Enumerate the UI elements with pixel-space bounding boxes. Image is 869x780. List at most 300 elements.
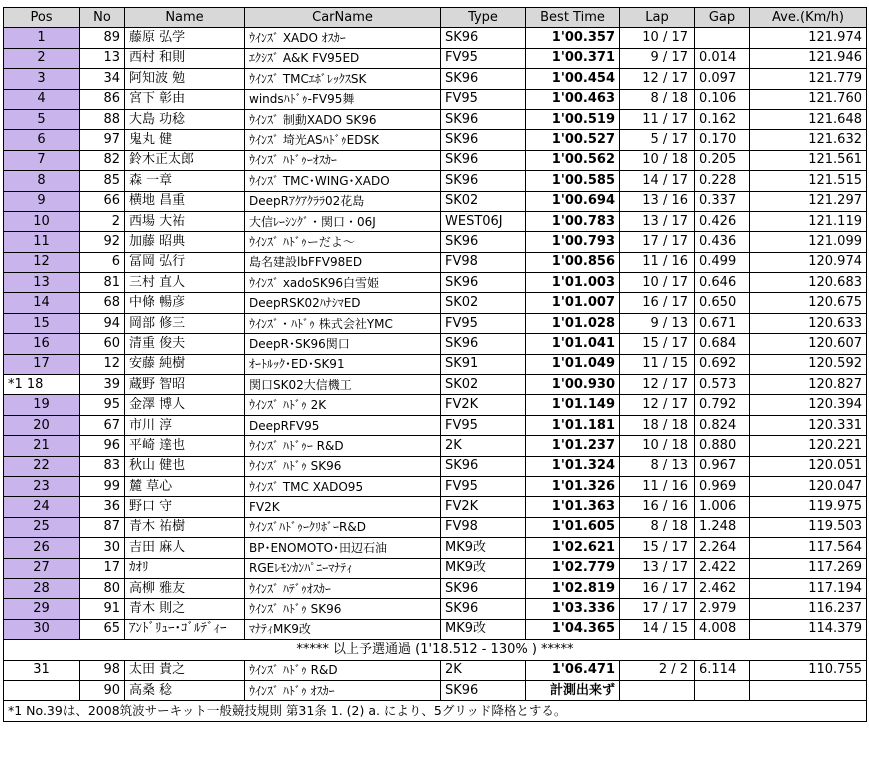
table-row bbox=[4, 109, 867, 129]
cell-ave: 120.592 bbox=[750, 354, 867, 374]
cell-type: SK96 bbox=[441, 273, 526, 293]
cell-best: 1'01.028 bbox=[526, 313, 620, 333]
cell-type: FV2K bbox=[441, 497, 526, 517]
cell-no: 66 bbox=[80, 191, 125, 211]
cell-name: 横地 昌重 bbox=[125, 191, 245, 211]
cell-lap: 10 / 17 bbox=[620, 273, 695, 293]
cell-car: ﾏﾅﾃｨMK9改 bbox=[245, 619, 441, 639]
cell-type: SK96 bbox=[441, 171, 526, 191]
cell-car: ｵｰﾄﾙｯｸ･ED･SK91 bbox=[245, 354, 441, 374]
qualifier-line: ***** 以上予選通過 (1'18.512 - 130% ) ***** bbox=[4, 640, 867, 660]
cell-type: SK96 bbox=[441, 109, 526, 129]
cell-car: DeepRｱｸｱｸﾗﾗ02花島 bbox=[245, 191, 441, 211]
cell-car: FV2K bbox=[245, 497, 441, 517]
cell-gap: 0.106 bbox=[695, 89, 750, 109]
cell-name: 平崎 達也 bbox=[125, 436, 245, 456]
cell-name: 青木 則之 bbox=[125, 599, 245, 619]
cell-no: 39 bbox=[80, 375, 125, 395]
cell-lap: 11 / 15 bbox=[620, 354, 695, 374]
cell-gap: 0.792 bbox=[695, 395, 750, 415]
cell-gap: 0.097 bbox=[695, 69, 750, 89]
cell-gap: 2.462 bbox=[695, 578, 750, 598]
cell-best: 1'00.527 bbox=[526, 130, 620, 150]
cell-name: 吉田 麻人 bbox=[125, 538, 245, 558]
cell-ave: 120.331 bbox=[750, 415, 867, 435]
cell-pos: 24 bbox=[4, 497, 80, 517]
cell-type: SK02 bbox=[441, 191, 526, 211]
table-row bbox=[4, 354, 867, 374]
cell-type: SK02 bbox=[441, 293, 526, 313]
cell-no: 12 bbox=[80, 354, 125, 374]
cell-best: 1'03.336 bbox=[526, 599, 620, 619]
cell-car: ｳｲﾝｽﾞ TMCｴﾎﾞﾚｯｸｽSK bbox=[245, 69, 441, 89]
cell-lap: 2 / 2 bbox=[620, 660, 695, 680]
cell-best: 1'00.562 bbox=[526, 150, 620, 170]
cell-lap: 9 / 17 bbox=[620, 48, 695, 68]
cell-pos: 6 bbox=[4, 130, 80, 150]
table-row bbox=[4, 619, 867, 639]
cell-no: 82 bbox=[80, 150, 125, 170]
cell-lap: 16 / 17 bbox=[620, 293, 695, 313]
cell-pos bbox=[4, 680, 80, 700]
cell-type: MK9改 bbox=[441, 558, 526, 578]
cell-pos: 20 bbox=[4, 415, 80, 435]
results-sheet bbox=[3, 7, 866, 722]
footnote-row bbox=[4, 701, 867, 721]
cell-best: 1'00.585 bbox=[526, 171, 620, 191]
cell-ave: 117.269 bbox=[750, 558, 867, 578]
cell-car: 島名建設lbFFV98ED bbox=[245, 252, 441, 272]
cell-name: 阿知波 勉 bbox=[125, 69, 245, 89]
cell-gap: 0.824 bbox=[695, 415, 750, 435]
cell-no: 60 bbox=[80, 334, 125, 354]
cell-car: 関口SK02大信機工 bbox=[245, 375, 441, 395]
cell-pos: 25 bbox=[4, 517, 80, 537]
cell-type: SK96 bbox=[441, 456, 526, 476]
cell-car: ｳｲﾝｽﾞﾊﾄﾞｩｰｸﾘﾎﾞｰR&D bbox=[245, 517, 441, 537]
cell-ave: 120.394 bbox=[750, 395, 867, 415]
cell-best: 1'02.621 bbox=[526, 538, 620, 558]
cell-no: 30 bbox=[80, 538, 125, 558]
cell-ave: 121.119 bbox=[750, 211, 867, 231]
cell-ave bbox=[750, 680, 867, 700]
cell-lap: 13 / 17 bbox=[620, 558, 695, 578]
cell-ave: 117.564 bbox=[750, 538, 867, 558]
cell-name: 加藤 昭典 bbox=[125, 232, 245, 252]
cell-ave: 121.946 bbox=[750, 48, 867, 68]
cell-best: 1'00.793 bbox=[526, 232, 620, 252]
cell-lap: 10 / 18 bbox=[620, 436, 695, 456]
cell-gap: 0.967 bbox=[695, 456, 750, 476]
cell-ave: 120.047 bbox=[750, 476, 867, 496]
cell-car: ｳｲﾝｽﾞ ﾊﾄﾞｩｰｵｽｶｰ bbox=[245, 150, 441, 170]
cell-car: ｳｲﾝｽﾞ ﾊﾄﾞｩーだよ～ bbox=[245, 232, 441, 252]
cell-gap: 1.248 bbox=[695, 517, 750, 537]
table-row bbox=[4, 578, 867, 598]
table-row bbox=[4, 538, 867, 558]
cell-lap: 8 / 18 bbox=[620, 517, 695, 537]
cell-type: FV98 bbox=[441, 252, 526, 272]
cell-best: 1'01.181 bbox=[526, 415, 620, 435]
cell-type: FV2K bbox=[441, 395, 526, 415]
cell-ave: 119.975 bbox=[750, 497, 867, 517]
cell-type: WEST06J bbox=[441, 211, 526, 231]
table-row bbox=[4, 89, 867, 109]
cell-lap: 11 / 16 bbox=[620, 252, 695, 272]
cell-name: 青木 祐樹 bbox=[125, 517, 245, 537]
cell-no: 17 bbox=[80, 558, 125, 578]
cell-car: ｳｲﾝｽﾞ xadoSK96白雪姫 bbox=[245, 273, 441, 293]
header-average-speed: Ave.(Km/h) bbox=[750, 8, 867, 28]
cell-gap: 0.671 bbox=[695, 313, 750, 333]
table-row bbox=[4, 273, 867, 293]
cell-type: SK96 bbox=[441, 680, 526, 700]
cell-name: 宮下 彰由 bbox=[125, 89, 245, 109]
table-row bbox=[4, 252, 867, 272]
cell-type: FV95 bbox=[441, 48, 526, 68]
cell-type: MK9改 bbox=[441, 538, 526, 558]
cell-type: SK96 bbox=[441, 69, 526, 89]
cell-car: 大信ﾚｰｼﾝｸﾞ・関口・06J bbox=[245, 211, 441, 231]
cell-ave: 120.827 bbox=[750, 375, 867, 395]
cell-best: 1'00.519 bbox=[526, 109, 620, 129]
cell-lap: 17 / 17 bbox=[620, 232, 695, 252]
cell-car: RGEﾚﾓﾝｶﾝﾊﾟﾆｰﾏﾅﾃｨ bbox=[245, 558, 441, 578]
cell-gap bbox=[695, 680, 750, 700]
cell-car: ｳｲﾝｽﾞ ﾊﾄﾞｩ SK96 bbox=[245, 456, 441, 476]
cell-lap: 8 / 18 bbox=[620, 89, 695, 109]
cell-type: SK91 bbox=[441, 354, 526, 374]
cell-pos: 10 bbox=[4, 211, 80, 231]
cell-type: SK96 bbox=[441, 578, 526, 598]
cell-best: 1'06.471 bbox=[526, 660, 620, 680]
cell-gap: 0.573 bbox=[695, 375, 750, 395]
cell-lap: 17 / 17 bbox=[620, 599, 695, 619]
cell-best: 計測出来ず bbox=[526, 680, 620, 700]
cell-best: 1'01.149 bbox=[526, 395, 620, 415]
cell-no: 96 bbox=[80, 436, 125, 456]
table-row bbox=[4, 375, 867, 395]
cell-type: SK02 bbox=[441, 375, 526, 395]
cell-lap: 16 / 17 bbox=[620, 578, 695, 598]
cell-pos: 21 bbox=[4, 436, 80, 456]
cell-best: 1'00.371 bbox=[526, 48, 620, 68]
cell-ave: 120.221 bbox=[750, 436, 867, 456]
cell-pos: 19 bbox=[4, 395, 80, 415]
cell-gap: 0.684 bbox=[695, 334, 750, 354]
cell-gap: 0.426 bbox=[695, 211, 750, 231]
cell-car: ｳｲﾝｽﾞ ﾊﾄﾞｩ SK96 bbox=[245, 599, 441, 619]
cell-pos: 2 bbox=[4, 48, 80, 68]
cell-no: 65 bbox=[80, 619, 125, 639]
cell-lap: 18 / 18 bbox=[620, 415, 695, 435]
cell-name: 市川 淳 bbox=[125, 415, 245, 435]
cell-gap: 0.650 bbox=[695, 293, 750, 313]
cell-lap: 12 / 17 bbox=[620, 69, 695, 89]
cell-car: ｳｲﾝｽﾞ ﾊﾄﾞｩ R&D bbox=[245, 660, 441, 680]
cell-ave: 120.607 bbox=[750, 334, 867, 354]
table-row bbox=[4, 171, 867, 191]
cell-pos: *1 18 bbox=[4, 375, 80, 395]
cell-name: 中條 暢彦 bbox=[125, 293, 245, 313]
cell-pos: 28 bbox=[4, 578, 80, 598]
cell-best: 1'01.326 bbox=[526, 476, 620, 496]
cell-pos: 23 bbox=[4, 476, 80, 496]
cell-lap: 11 / 17 bbox=[620, 109, 695, 129]
cell-gap: 2.422 bbox=[695, 558, 750, 578]
cell-lap: 15 / 17 bbox=[620, 538, 695, 558]
cell-car: ｳｲﾝｽﾞ・ﾊﾄﾞｩ 株式会社YMC bbox=[245, 313, 441, 333]
table-row bbox=[4, 150, 867, 170]
qualifier-row bbox=[4, 640, 867, 660]
cell-ave: 121.099 bbox=[750, 232, 867, 252]
cell-no: 83 bbox=[80, 456, 125, 476]
cell-name: 森 一章 bbox=[125, 171, 245, 191]
cell-car: DeepRFV95 bbox=[245, 415, 441, 435]
cell-best: 1'01.605 bbox=[526, 517, 620, 537]
cell-name: 高桑 稔 bbox=[125, 680, 245, 700]
cell-no: 81 bbox=[80, 273, 125, 293]
cell-no: 87 bbox=[80, 517, 125, 537]
cell-pos: 16 bbox=[4, 334, 80, 354]
cell-best: 1'01.003 bbox=[526, 273, 620, 293]
cell-lap: 12 / 17 bbox=[620, 395, 695, 415]
cell-car: ｳｲﾝｽﾞ TMC･WING･XADO bbox=[245, 171, 441, 191]
cell-pos: 9 bbox=[4, 191, 80, 211]
cell-best: 1'00.454 bbox=[526, 69, 620, 89]
table-row bbox=[4, 456, 867, 476]
cell-car: ｳｲﾝｽﾞ XADO ｵｽｶｰ bbox=[245, 28, 441, 48]
cell-type: 2K bbox=[441, 436, 526, 456]
cell-no: 13 bbox=[80, 48, 125, 68]
cell-gap: 0.499 bbox=[695, 252, 750, 272]
cell-no: 95 bbox=[80, 395, 125, 415]
cell-gap: 1.006 bbox=[695, 497, 750, 517]
cell-type: FV95 bbox=[441, 89, 526, 109]
cell-gap: 4.008 bbox=[695, 619, 750, 639]
cell-ave: 119.503 bbox=[750, 517, 867, 537]
cell-ave: 120.683 bbox=[750, 273, 867, 293]
cell-no: 97 bbox=[80, 130, 125, 150]
cell-ave: 121.632 bbox=[750, 130, 867, 150]
table-row bbox=[4, 436, 867, 456]
table-row bbox=[4, 476, 867, 496]
table-row bbox=[4, 28, 867, 48]
cell-gap: 0.337 bbox=[695, 191, 750, 211]
cell-car: ｴｸｼｽﾞ A&K FV95ED bbox=[245, 48, 441, 68]
table-row bbox=[4, 497, 867, 517]
cell-best: 1'00.463 bbox=[526, 89, 620, 109]
cell-car: ｳｲﾝｽﾞ ﾊﾄﾞｩ 2K bbox=[245, 395, 441, 415]
cell-car: ｳｲﾝｽﾞ TMC XADO95 bbox=[245, 476, 441, 496]
cell-lap: 10 / 18 bbox=[620, 150, 695, 170]
cell-best: 1'01.237 bbox=[526, 436, 620, 456]
cell-ave: 121.561 bbox=[750, 150, 867, 170]
cell-gap: 0.162 bbox=[695, 109, 750, 129]
table-row bbox=[4, 395, 867, 415]
cell-no: 92 bbox=[80, 232, 125, 252]
cell-best: 1'00.357 bbox=[526, 28, 620, 48]
cell-car: ｳｲﾝｽﾞ 制動XADO SK96 bbox=[245, 109, 441, 129]
cell-pos: 15 bbox=[4, 313, 80, 333]
cell-car: windsﾊﾄﾞｩ-FV95舞 bbox=[245, 89, 441, 109]
cell-type: 2K bbox=[441, 660, 526, 680]
cell-ave: 120.675 bbox=[750, 293, 867, 313]
cell-car: ｳｲﾝｽﾞ 埼光ASﾊﾄﾞｩEDSK bbox=[245, 130, 441, 150]
table-row bbox=[4, 69, 867, 89]
cell-gap: 0.170 bbox=[695, 130, 750, 150]
cell-no: 34 bbox=[80, 69, 125, 89]
table-row bbox=[4, 232, 867, 252]
cell-lap: 10 / 17 bbox=[620, 28, 695, 48]
table-row bbox=[4, 599, 867, 619]
cell-pos: 17 bbox=[4, 354, 80, 374]
cell-gap: 0.692 bbox=[695, 354, 750, 374]
cell-pos: 3 bbox=[4, 69, 80, 89]
cell-best: 1'01.363 bbox=[526, 497, 620, 517]
results-body bbox=[4, 28, 867, 640]
cell-pos: 30 bbox=[4, 619, 80, 639]
cell-ave: 121.974 bbox=[750, 28, 867, 48]
cell-pos: 4 bbox=[4, 89, 80, 109]
cell-type: SK96 bbox=[441, 130, 526, 150]
cell-no: 91 bbox=[80, 599, 125, 619]
table-row bbox=[4, 517, 867, 537]
cell-lap: 16 / 16 bbox=[620, 497, 695, 517]
cell-no: 94 bbox=[80, 313, 125, 333]
cell-pos: 31 bbox=[4, 660, 80, 680]
cell-pos: 13 bbox=[4, 273, 80, 293]
cell-gap: 0.014 bbox=[695, 48, 750, 68]
table-row bbox=[4, 211, 867, 231]
cell-best: 1'02.819 bbox=[526, 578, 620, 598]
cell-ave: 121.779 bbox=[750, 69, 867, 89]
cell-no: 68 bbox=[80, 293, 125, 313]
cell-car: DeepR･SK96関口 bbox=[245, 334, 441, 354]
cell-pos: 26 bbox=[4, 538, 80, 558]
cell-name: 金澤 博人 bbox=[125, 395, 245, 415]
cell-lap: 13 / 16 bbox=[620, 191, 695, 211]
cell-no: 80 bbox=[80, 578, 125, 598]
cell-name: 西場 大祐 bbox=[125, 211, 245, 231]
cell-lap: 15 / 17 bbox=[620, 334, 695, 354]
header-row bbox=[4, 8, 867, 28]
cell-name: ｱﾝﾄﾞﾘｭｰ･ｺﾞﾙﾃﾞｨｰ bbox=[125, 619, 245, 639]
cell-name: 鬼丸 健 bbox=[125, 130, 245, 150]
cell-lap: 11 / 16 bbox=[620, 476, 695, 496]
cell-type: SK96 bbox=[441, 334, 526, 354]
cell-type: SK96 bbox=[441, 599, 526, 619]
cell-no: 2 bbox=[80, 211, 125, 231]
cell-gap bbox=[695, 28, 750, 48]
footnote: *1 No.39は、2008筑波サーキット一般競技規則 第31条 1. (2) a. により、5グリッド降格とする。 bbox=[4, 701, 867, 721]
cell-best: 1'00.783 bbox=[526, 211, 620, 231]
table-row bbox=[4, 130, 867, 150]
header-carname: CarName bbox=[245, 8, 441, 28]
cell-no: 36 bbox=[80, 497, 125, 517]
cell-best: 1'00.930 bbox=[526, 375, 620, 395]
table-row bbox=[4, 313, 867, 333]
cell-type: FV95 bbox=[441, 476, 526, 496]
cell-no: 67 bbox=[80, 415, 125, 435]
header-name: Name bbox=[125, 8, 245, 28]
header-pos: Pos bbox=[4, 8, 80, 28]
cell-ave: 116.237 bbox=[750, 599, 867, 619]
cell-type: SK96 bbox=[441, 28, 526, 48]
cell-name: 蔵野 智昭 bbox=[125, 375, 245, 395]
cell-pos: 22 bbox=[4, 456, 80, 476]
cell-lap: 5 / 17 bbox=[620, 130, 695, 150]
cell-ave: 120.633 bbox=[750, 313, 867, 333]
cell-pos: 12 bbox=[4, 252, 80, 272]
cell-name: 西村 和則 bbox=[125, 48, 245, 68]
cell-pos: 1 bbox=[4, 28, 80, 48]
cell-no: 99 bbox=[80, 476, 125, 496]
results-table bbox=[3, 7, 867, 722]
cell-ave: 121.515 bbox=[750, 171, 867, 191]
cell-pos: 29 bbox=[4, 599, 80, 619]
cell-name: 岡部 修三 bbox=[125, 313, 245, 333]
cell-gap: 2.979 bbox=[695, 599, 750, 619]
qualifier-section bbox=[4, 640, 867, 660]
cell-ave: 110.755 bbox=[750, 660, 867, 680]
cell-lap: 14 / 17 bbox=[620, 171, 695, 191]
cell-best: 1'01.041 bbox=[526, 334, 620, 354]
header-type: Type bbox=[441, 8, 526, 28]
cell-car: BP･ENOMOTO･田辺石油 bbox=[245, 538, 441, 558]
cell-best: 1'01.007 bbox=[526, 293, 620, 313]
cell-no: 86 bbox=[80, 89, 125, 109]
cell-pos: 7 bbox=[4, 150, 80, 170]
cell-type: FV95 bbox=[441, 313, 526, 333]
table-row bbox=[4, 191, 867, 211]
cell-type: FV98 bbox=[441, 517, 526, 537]
cell-name: 太田 貴之 bbox=[125, 660, 245, 680]
cell-gap: 2.264 bbox=[695, 538, 750, 558]
cell-type: SK96 bbox=[441, 150, 526, 170]
cell-name: 秋山 健也 bbox=[125, 456, 245, 476]
table-row bbox=[4, 415, 867, 435]
cell-gap: 0.969 bbox=[695, 476, 750, 496]
cell-pos: 14 bbox=[4, 293, 80, 313]
cell-name: ｶｵﾘ bbox=[125, 558, 245, 578]
footnote-section bbox=[4, 701, 867, 721]
cell-no: 98 bbox=[80, 660, 125, 680]
cell-gap: 0.228 bbox=[695, 171, 750, 191]
table-row bbox=[4, 558, 867, 578]
cell-lap: 8 / 13 bbox=[620, 456, 695, 476]
cell-best: 1'01.324 bbox=[526, 456, 620, 476]
cell-car: ｳｲﾝｽﾞ ﾊﾄﾞｩｰ R&D bbox=[245, 436, 441, 456]
cell-ave: 121.648 bbox=[750, 109, 867, 129]
cell-best: 1'04.365 bbox=[526, 619, 620, 639]
header-no: No bbox=[80, 8, 125, 28]
cell-lap: 13 / 17 bbox=[620, 211, 695, 231]
cell-gap: 0.205 bbox=[695, 150, 750, 170]
cell-gap: 0.436 bbox=[695, 232, 750, 252]
cell-ave: 114.379 bbox=[750, 619, 867, 639]
cell-best: 1'01.049 bbox=[526, 354, 620, 374]
table-row bbox=[4, 48, 867, 68]
cell-car: DeepRSK02ﾊﾅｼﾏED bbox=[245, 293, 441, 313]
cell-no: 6 bbox=[80, 252, 125, 272]
cell-ave: 120.051 bbox=[750, 456, 867, 476]
header-gap: Gap bbox=[695, 8, 750, 28]
cell-name: 高柳 雅友 bbox=[125, 578, 245, 598]
cell-ave: 120.974 bbox=[750, 252, 867, 272]
cell-ave: 121.760 bbox=[750, 89, 867, 109]
cell-name: 野口 守 bbox=[125, 497, 245, 517]
